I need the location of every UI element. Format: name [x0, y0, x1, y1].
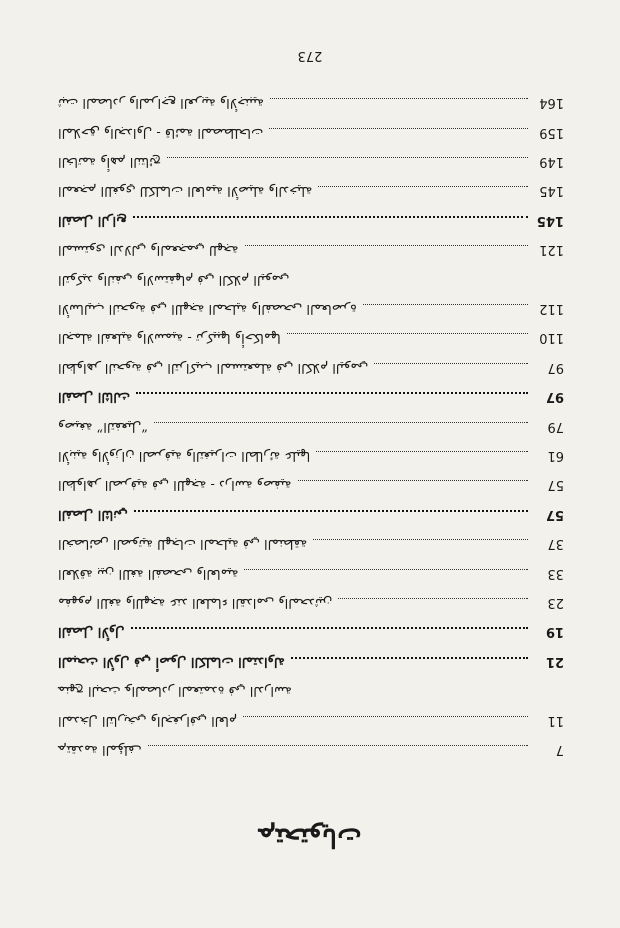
toc-page-number: 159 — [539, 124, 564, 140]
toc-entry-title: ﺍﻟﻈﻮﺍﻫﺮ ﺍﻟﺼﺮﻓﻴﺔ ﻓﻲ ﺍﻟﻠﻬﺠﺔ - ﺩﺭﺍﺳﺔ ﻭﺻﻔﻴﺔ — [58, 477, 292, 493]
toc-entry — [58, 653, 564, 675]
toc-entry-title: ﻢﺘﻘﺪﻣﺔ ﺍﻟﻤﺆﻠﻒ — [58, 742, 142, 757]
toc-entry — [58, 565, 564, 587]
toc-page-number: 57 — [547, 477, 564, 493]
toc-entry-title: ﺍﻟﺘﻮﻛﻴﺪ ﻭﺍﻟﻨﻔﻲ ﻭﺍﻻﺳﺘﻔﻬﺎﻡ ﻓﻲ ﺍﻟﻜﻼﻡ ﺍﻟﻴﻮﻣﻲ — [58, 271, 290, 287]
toc-leader-dots — [148, 745, 528, 746]
toc-leader-dots — [131, 627, 528, 629]
toc-entry — [58, 741, 564, 763]
toc-page-number: 97 — [545, 389, 564, 405]
page-number: 273 — [297, 48, 323, 63]
toc-leader-dots — [316, 451, 528, 452]
toc-leader-dots — [136, 392, 528, 394]
toc-entry — [58, 712, 564, 734]
toc-entry-title: ﺍﻟﻈﻮﺍﻫﺮ ﺍﻟﻨﺤﻮﻳﺔ ﻓﻲ ﺍﻟﺘﺮﺍﻛﻴﺐ ﺍﻟﻤﺴﺘﻌﻤﻠﺔ ﻓﻲ ﺍﻟﻜﻼﻡ ﺍﻟﻴﻮﻣﻲ — [58, 359, 369, 375]
toc-entry-title: ﺍﻟﻔﺼﻞ ﺍﻟﺜﺎﻟﺚ — [58, 389, 130, 405]
toc-leader-dots — [291, 657, 528, 659]
toc-page-number: 110 — [539, 330, 564, 346]
toc-entry — [58, 359, 564, 381]
toc-page-number: 79 — [547, 418, 564, 434]
toc-leader-dots — [287, 333, 528, 334]
toc-page-number: 23 — [547, 595, 564, 610]
page-title: ﻢﺘﺤﺘﻮﻳﺎﺕ — [258, 822, 362, 852]
toc-page-number: 7 — [555, 742, 564, 757]
toc-entry — [58, 153, 564, 175]
toc-entry-title: ﻤﻨﻬﺞ ﺍﻟﺒﺤﺚ ﻮﺍﻟﻤﺼﺎﺩﺭ ﺍﻟﻤﻌﺘﻤﺪﺓ ﻓﻲ ﺍﻟﺪﺭﺍﺳﺔ — [58, 683, 292, 699]
toc-entry-title: ﻭﺻﻴﻐﺔ ”ﺍﻟﺘﻔﻌﻴﻞ“ — [58, 418, 149, 434]
toc-page-number: 19 — [545, 624, 564, 640]
toc-leader-dots — [270, 98, 528, 99]
toc-entry-title: ﺍﻟﻔﺼﻞ ﺍﻟﺜﺎﻧﻲ — [58, 506, 128, 522]
toc-entry-title: ﺍﻟﺠﻤﻠﺔ ﺍﻟﻔﻌﻠﻴﺔ ﻭﺍﻻﺳﻤﻴﺔ - ﺗﺮﻛﻴﺒﻬﺎ ﻭﺃﺣﻜﺎﻣﻬﺎ — [58, 330, 281, 346]
toc-entry — [58, 418, 564, 440]
toc-entry-title: ﺍﻟﻤﻌﺠﻢ ﺍﻟﻠﻐﻮﻱ ﻟﻠﻜﻠﻤﺎﺕ ﺍﻟﻌﺎﻣﻴﺔ ﺍﻷﺻﻴﻠﺔ ﻭﺍﻟﺪﺧﻴﻠﺔ — [58, 183, 313, 199]
toc-leader-dots — [243, 716, 528, 717]
toc-entry — [58, 182, 564, 204]
toc-leader-dots — [374, 363, 528, 364]
toc-entry — [58, 682, 564, 704]
toc-entry — [58, 447, 564, 469]
toc-entry — [58, 594, 564, 616]
toc-entry-title: ﻣﻔﻬﻮﻡ ﺍﻟﻠﻐﺔ ﻭﺍﻟﻠﻬﺠﺔ ﻋﻨﺪ ﺍﻟﻌﻠﻤﺎﺀ ﺍﻟﻘﺪﺍﻣﻰ ﻭﺍﻟﻤﺤﺪﺛﻴﻦ — [58, 595, 333, 610]
toc-entry-title: ﺍﻷﺳﺎﻟﻴﺐ ﺍﻟﻨﺤﻮﻳﺔ ﻓﻲ ﺍﻟﻠﻬﺠﺔ ﺍﻟﻤﺤﻠﻴﺔ ﻭﺍﻟﻔﺼﺤﻰ ﺍﻟﻤﻌﺎﺻﺮﺓ — [58, 301, 357, 316]
toc-leader-dots — [338, 598, 528, 599]
toc-leader-dots — [133, 216, 528, 218]
toc-leader-dots — [245, 245, 528, 246]
toc-entry — [58, 388, 564, 410]
toc-entry-title: ﺍﻟﻔﺼﻞ ﺍﻟﺮﺍﺑﻊ — [58, 212, 127, 228]
toc-entry-title: ﺍﻟﻤﻼﺣﻖ ﻭﺍﻟﺠﺪﺍﻭﻝ - ﻗﺎﺋﻤﺔ ﺍﻟﻤﺼﻄﻠﺤﺎﺕ — [58, 124, 264, 140]
toc-page-number: 61 — [547, 448, 564, 463]
toc-entry-title: ﺍﻟﻤﺒﺤﺚ ﺍﻷﻭﻝ ﻓﻲ ﺃﺻﻮﻝ ﺍﻟﻜﻠﻤﺎﺕ ﺍﻟﻤﺘﺪﺍﻭﻟﺔ — [58, 653, 285, 669]
toc-page-number: 149 — [539, 154, 564, 169]
toc-entry-title: ﺍﻟﻔﺼﻞ ﺍﻷﻭﻝ — [58, 624, 125, 640]
toc-entry — [58, 300, 564, 322]
toc-leader-dots — [134, 510, 528, 512]
toc-entry-title: ﺍﻷﺑﻨﻴﺔ ﻭﺍﻷﻭﺯﺍﻥ ﺍﻟﺼﺮﻓﻴﺔ ﻭﺍﻟﺘﻐﻴﺮﺍﺕ ﺍﻟﻄﺎﺭﺋﺔ ﻋﻠﻴﻬﺎ — [58, 448, 311, 463]
toc-entry — [58, 241, 564, 263]
toc-entry-title: ﺍﻟﻌﻼﻗﺔ ﺑﻴﻦ ﺍﻟﻠﻐﺔ ﺍﻟﻔﺼﺤﻰ ﻭﺍﻟﻌﺎﻣﻴﺔ — [58, 565, 239, 581]
toc-page-number: 97 — [547, 359, 564, 375]
toc-entry — [58, 535, 564, 557]
toc-entry-title: ﺍﻟﻤﺴﺘﻮﻯ ﺍﻟﺪﻻﻟﻲ ﻭﺍﻟﻤﻌﺠﻤﻲ ﻟﻠﻬﺠﺔ — [58, 242, 239, 258]
toc-leader-dots — [363, 304, 528, 305]
toc-page-number: 11 — [547, 712, 564, 728]
toc-page-number: 33 — [547, 565, 564, 581]
toc-leader-dots — [244, 569, 528, 570]
toc-leader-dots — [154, 422, 528, 423]
toc-leader-dots — [313, 539, 528, 540]
toc-page-number: 145 — [539, 183, 564, 199]
toc-entry-title: ﺍﻟﺨﺼﺎﺋﺺ ﺍﻟﺼﻮﺗﻴﺔ ﻟﻠﻬﺠﺎﺕ ﺍﻟﻤﺤﻠﻴﺔ ﻓﻲ ﺍﻟﻤﻨﻄﻘﺔ — [58, 536, 308, 552]
toc-page-number: 121 — [539, 242, 564, 258]
toc-page-number: 112 — [539, 301, 564, 316]
toc-entry — [58, 476, 564, 498]
toc-leader-dots — [269, 128, 528, 129]
toc-entry — [58, 329, 564, 351]
toc-page-number: 57 — [545, 506, 564, 522]
toc-leader-dots — [298, 480, 528, 481]
toc-page-number: 37 — [547, 536, 564, 552]
toc-entry — [58, 124, 564, 146]
toc-entry — [58, 94, 564, 116]
toc-page-number: 145 — [536, 212, 564, 228]
toc-leader-dots — [167, 157, 528, 158]
toc-page-number: 21 — [545, 653, 564, 669]
toc-entry-title: ﺍﻟﻤﺪﺨﻝ ﺍﻟﺘﺎﺭﻳﺨﻲ ﻭﺍﻟﺠﻐﺮﺍﻓﻲ ﺍﻟﻌﺎﻡ — [58, 712, 237, 728]
toc-entry-title: ﺛﺒﺖ ﺍﻟﻤﺼﺎﺩﺭ ﻭﺍﻟﻤﺮﺍﺟﻊ ﺍﻟﻌﺮﺑﻴﺔ ﻭﺍﻷﺟﻨﺒﻴﺔ — [58, 95, 264, 111]
toc-entry — [58, 506, 564, 528]
toc-page-number: 164 — [539, 95, 564, 111]
toc-leader-dots — [318, 186, 528, 187]
toc-entry-title: ﺍﻟﺨﺎﺗﻤﺔ ﻭﺃﻫﻢ ﺍﻟﻨﺘﺎﺋﺞ — [58, 154, 162, 169]
toc-entry — [58, 271, 564, 293]
toc-entry — [58, 623, 564, 645]
toc-entry — [58, 212, 564, 234]
